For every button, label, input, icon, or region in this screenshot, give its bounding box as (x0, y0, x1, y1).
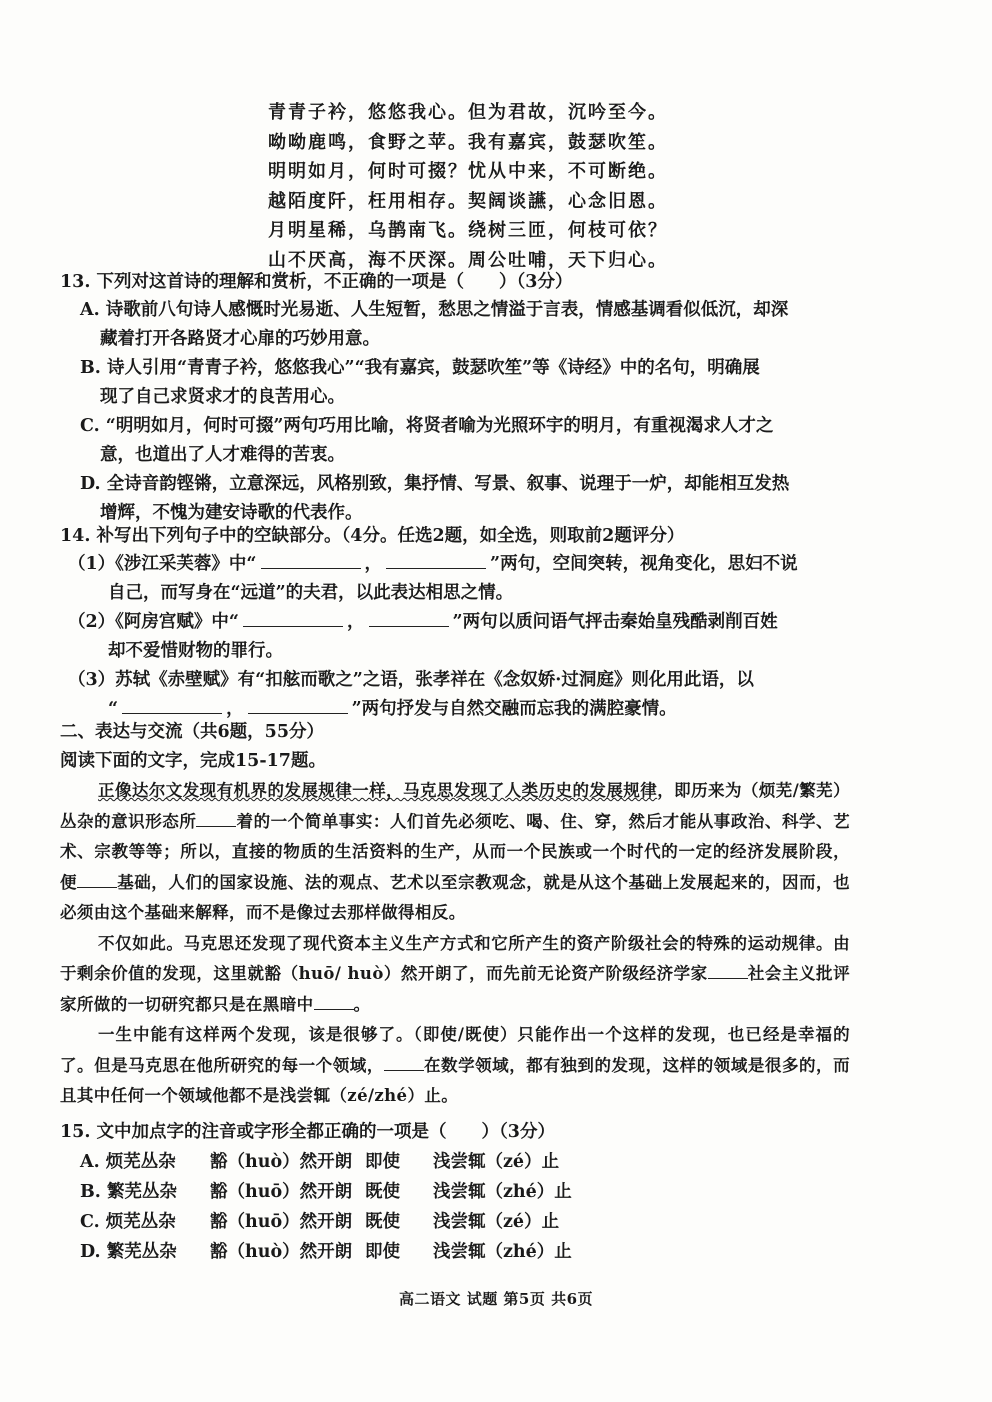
underlined-sentence: 正像达尔文发现有机界的发展规律一样，马克思发现了人类历史的发展规律 (98, 781, 658, 800)
fill-item-3 (60, 666, 860, 724)
fill-item-1 (60, 550, 860, 608)
passage-text: 社会主义批评家所做的一切研究都只是在黑暗中 (60, 964, 851, 1014)
question-15-options (80, 1147, 572, 1267)
passage-text: 。 (353, 994, 371, 1014)
option-cell: 豁（huō）然开朗 (210, 1212, 353, 1232)
answer-blank[interactable] (384, 1056, 424, 1071)
option-a-line2: 藏着打开各路贤才心扉的巧妙用意。 (100, 329, 380, 349)
option-cell: C. 烦芜丛杂 (80, 1212, 176, 1232)
poem-line: 明明如月，何时可掇？忧从中来，不可断绝。 (268, 161, 668, 182)
option-cell: 浅尝辄（zé）止 (433, 1152, 560, 1172)
question-14-title: 14. 补写出下列句子中的空缺部分。（4分。任选2题，如全选，则取前2题评分） (60, 526, 685, 546)
option-row (80, 1147, 572, 1177)
answer-blank[interactable] (708, 964, 748, 979)
option-cell: 浅尝辄（zhé）止 (433, 1182, 572, 1202)
question-15-title: 15. 文中加点字的注音或字形全都正确的一项是（ ）（3分） (60, 1122, 555, 1142)
option-cell: 豁（huō）然开朗 (210, 1182, 353, 1202)
passage-text: 在数学领域，都有独到的发现，这样的领域是很多的，而且其中任何一个领域他都不是浅尝辄（zé/zhé）止。 (60, 1055, 850, 1105)
poem-line: 呦呦鹿鸣，食野之苹。我有嘉宾，鼓瑟吹笙。 (268, 131, 668, 153)
option-a-line1: A. 诗歌前八句诗人感慨时光易逝、人生短暂，愁思之情溢于言表，情感基调看似低沉，却深 (80, 300, 789, 320)
option-d-line2: 增辉，不愧为建安诗歌的代表作。 (100, 503, 363, 523)
answer-blank[interactable] (122, 697, 222, 714)
option-c (60, 412, 860, 470)
poem-line: 越陌度阡，枉用相存。契阔谈讌，心念旧恩。 (268, 190, 668, 212)
answer-blank[interactable] (243, 610, 343, 627)
section-title: 二、表达与交流（共6题，55分） (60, 722, 325, 742)
fill-text: （1）《涉江采芙蓉》中“ (68, 554, 257, 574)
passage-paragraph (60, 1020, 850, 1112)
option-d (60, 470, 860, 528)
poem-line: 山不厌高，海不厌深。周公吐哺，天下归心。 (268, 249, 668, 271)
fill-text: ”两句以质问语气抨击秦始皇残酷剥削百姓 (452, 612, 778, 632)
passage-text: 基础，人们的国家设施、法的观点、艺术以至宗教观念，就是从这个基础上发展起来的，因而，也必须由这个基础来解释，而不是像过去那样做得相反。 (60, 872, 850, 922)
passage-text: 一生中能有这样两个发现，该是很够了。（即使/既使）只能作出一个这样的发现，也已经是幸福的了。但是马克思在他所研究的每一个领域， (60, 1025, 850, 1075)
section-instruction: 阅读下面的文字，完成15-17题。 (60, 751, 326, 771)
option-cell: 浅尝辄（zé）止 (433, 1212, 560, 1232)
option-cell: 即使 (365, 1152, 400, 1172)
poem (268, 98, 668, 275)
answer-blank[interactable] (196, 812, 236, 827)
option-b-line2: 现了自己求贤求才的良苦用心。 (100, 387, 345, 407)
page-footer: 高二语文 试题 第5页 共6页 (398, 1290, 594, 1308)
option-b-line1: B. 诗人引用“青青子衿，悠悠我心”“我有嘉宾，鼓瑟吹笙”等《诗经》中的名句，明确展 (80, 358, 760, 378)
option-cell: D. 繁芜丛杂 (80, 1242, 177, 1262)
option-c-line2: 意，也道出了人才难得的苦衷。 (100, 445, 345, 465)
option-c-line1: C. “明明如月，何时可掇”两句巧用比喻，将贤者喻为光照环宇的明月，有重视渴求人才之 (80, 416, 774, 436)
fill-text: ， (347, 612, 365, 632)
fill-text: （2）《阿房宫赋》中“ (68, 612, 239, 632)
fill-text: ”两句，空间突转，视角变化，思妇不说 (490, 554, 798, 574)
answer-blank[interactable] (369, 610, 449, 627)
passage-paragraph (60, 929, 850, 1021)
section-2 (60, 718, 860, 776)
poem-line: 青青子衿，悠悠我心。但为君故，沉吟至今。 (268, 102, 668, 123)
option-b (60, 354, 860, 412)
fill-text: “ (108, 699, 119, 719)
fill-text: ， (364, 554, 382, 574)
answer-blank[interactable] (314, 995, 354, 1010)
passage-text: 不仅如此。马克思还发现了现代资本主义生产方式和它所产生的资产阶级社会的特殊的运动规律。由于剩余价值的发现，这里就豁（huō/ huò）然开朗了，而先前无论资产阶级经济学家 (60, 933, 850, 983)
question-14 (60, 522, 860, 724)
option-row (80, 1177, 572, 1207)
answer-blank[interactable] (261, 552, 361, 569)
option-row (80, 1237, 572, 1267)
answer-blank[interactable] (248, 697, 348, 714)
answer-blank[interactable] (386, 552, 486, 569)
passage-text: 着的一个简单事实：人们首先必须吃、喝、住、穿，然后才能从事政治、科学、艺术、宗教等等；所以，直接的物质的生活资料的生产，从而一个民族或一个时代的一定的经济发展阶段，便 (60, 811, 851, 892)
option-cell: 浅尝辄（zhé）止 (433, 1242, 572, 1262)
question-15 (60, 1118, 860, 1146)
option-cell: 豁（huò）然开朗 (210, 1152, 353, 1172)
passage-paragraph (60, 776, 850, 929)
option-a (60, 296, 860, 354)
passage-text: ，即历来为（烦芜/繁芜）丛杂的意识形态所 (60, 781, 851, 831)
option-d-line1: D. 全诗音韵铿锵，立意深远，风格别致，集抒情、写景、叙事、说理于一炉，却能相互发热 (80, 474, 790, 494)
question-13-title: 13. 下列对这首诗的理解和赏析，不正确的一项是（ ）（3分） (60, 272, 573, 292)
fill-text: ”两句抒发与自然交融而忘我的满腔豪情。 (351, 699, 677, 719)
fill-item-2 (60, 608, 860, 666)
option-cell: B. 繁芜丛杂 (80, 1182, 177, 1202)
option-cell: 豁（huò）然开朗 (210, 1242, 353, 1262)
option-cell: 既使 (365, 1212, 400, 1232)
option-row (80, 1207, 572, 1237)
fill-text: 自己，而写身在“远道”的夫君，以此表达相思之情。 (108, 583, 514, 603)
fill-text: （3）苏轼《赤壁赋》有“扣舷而歌之”之语，张孝祥在《念奴娇·过洞庭》则化用此语，以 (68, 670, 754, 690)
option-cell: A. 烦芜丛杂 (80, 1152, 176, 1172)
question-13 (60, 268, 860, 528)
fill-text: 却不爱惜财物的罪行。 (108, 641, 283, 661)
option-cell: 即使 (365, 1242, 400, 1262)
answer-blank[interactable] (77, 873, 117, 888)
fill-text: ， (226, 699, 244, 719)
option-cell: 既使 (365, 1182, 400, 1202)
reading-passage (60, 776, 850, 1112)
poem-line: 月明星稀，乌鹊南飞。绕树三匝，何枝可依？ (268, 220, 668, 241)
